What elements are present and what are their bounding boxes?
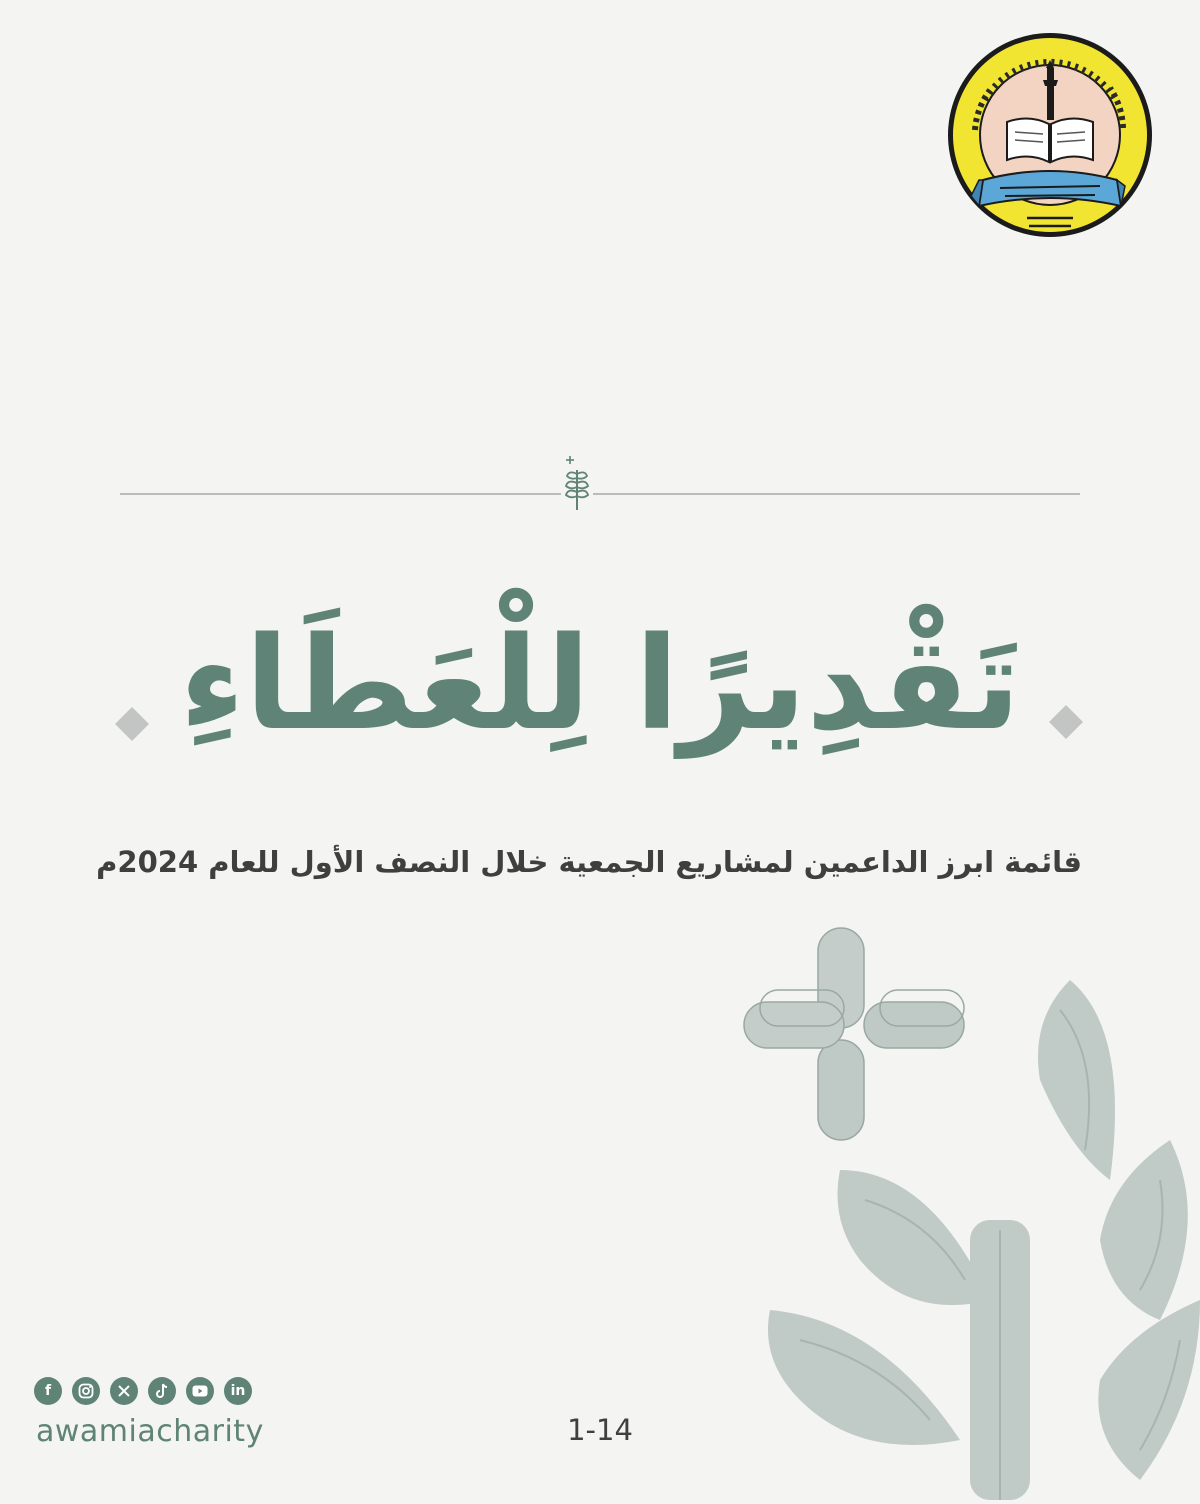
linkedin-icon[interactable]: in: [224, 1377, 252, 1405]
right-diamond-ornament: [1049, 705, 1083, 739]
page-title: تَقْدِيرًا لِلْعَطَاءِ: [179, 610, 1021, 759]
social-icons-row: [34, 1377, 252, 1405]
page-number: 1-14: [567, 1413, 633, 1447]
page-subtitle: قائمة ابرز الداعمين لمشاريع الجمعية خلال النصف الأول للعام 2024م: [96, 845, 1082, 879]
wheat-decoration-icon: [740, 920, 1200, 1500]
organization-logo: [945, 30, 1155, 240]
header-divider: [120, 493, 1080, 495]
instagram-icon[interactable]: [72, 1377, 100, 1405]
tiktok-icon[interactable]: [148, 1377, 176, 1405]
left-diamond-ornament: [115, 707, 149, 741]
wheat-sprig-icon: [561, 452, 593, 512]
facebook-icon[interactable]: f: [34, 1377, 62, 1405]
x-icon[interactable]: [110, 1377, 138, 1405]
social-handle: awamiacharity: [36, 1414, 264, 1449]
youtube-icon[interactable]: [186, 1377, 214, 1405]
